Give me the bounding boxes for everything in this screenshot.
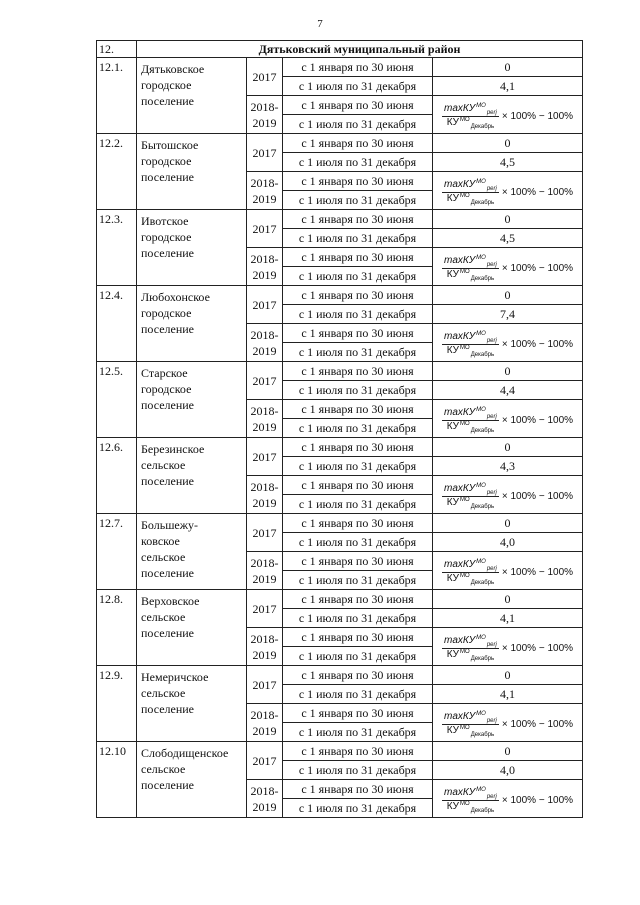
value-cell: 0 (433, 438, 583, 457)
formula-numerator: maxКУ$^{МО}_{perj}$ (443, 331, 497, 344)
formula-tail: × 100% − 100% (501, 110, 574, 122)
period-cell: с 1 июля по 31 декабря (283, 229, 433, 248)
period-cell: с 1 января по 30 июня (283, 324, 433, 343)
value-cell: 4,5 (433, 229, 583, 248)
page-number: 7 (317, 18, 323, 30)
section-title: Дятьковский муниципальный район (137, 41, 583, 58)
value-cell: 0 (433, 286, 583, 305)
period-cell: с 1 января по 30 июня (283, 666, 433, 685)
formula-fraction (442, 180, 499, 205)
period-cell: с 1 июля по 31 декабря (283, 647, 433, 666)
formula-cell (433, 704, 583, 742)
formula-numerator: maxКУ$^{МО}_{perj}$ (443, 635, 497, 648)
formula-tail: × 100% − 100% (501, 794, 574, 806)
row-number: 12.7. (97, 514, 137, 590)
table-row (97, 438, 583, 457)
formula-cell (433, 628, 583, 666)
formula-cell (433, 780, 583, 818)
row-number: 12.3. (97, 210, 137, 286)
year-2017: 2017 (247, 210, 283, 248)
value-cell: 4,0 (433, 533, 583, 552)
settlement-name: Дятьковское городское поселение (137, 58, 247, 134)
period-cell: с 1 июля по 31 декабря (283, 495, 433, 514)
settlement-name: Любохонское городское поселение (137, 286, 247, 362)
tariff-formula (442, 712, 573, 737)
table-row (97, 286, 583, 305)
formula-numerator: maxКУ$^{МО}_{perj}$ (443, 711, 497, 724)
period-cell: с 1 июля по 31 декабря (283, 191, 433, 210)
formula-tail: × 100% − 100% (501, 490, 574, 502)
period-cell: с 1 июля по 31 декабря (283, 305, 433, 324)
formula-denominator: $КУ^{МО}_{Декабрь}$ (446, 117, 495, 130)
formula-tail: × 100% − 100% (501, 718, 574, 730)
period-cell: с 1 января по 30 июня (283, 780, 433, 799)
formula-numerator: maxКУ$^{МО}_{perj}$ (443, 179, 497, 192)
period-cell: с 1 января по 30 июня (283, 476, 433, 495)
period-cell: с 1 января по 30 июня (283, 628, 433, 647)
year-2017: 2017 (247, 362, 283, 400)
tariff-formula (442, 484, 573, 509)
period-cell: с 1 июля по 31 декабря (283, 343, 433, 362)
period-cell: с 1 января по 30 июня (283, 134, 433, 153)
settlement-name: Старское городское поселение (137, 362, 247, 438)
tariff-formula (442, 256, 573, 281)
formula-denominator: $КУ^{МО}_{Декабрь}$ (446, 725, 495, 738)
value-cell: 0 (433, 362, 583, 381)
formula-cell (433, 324, 583, 362)
settlement-name: Ивотское городское поселение (137, 210, 247, 286)
period-cell: с 1 июля по 31 декабря (283, 799, 433, 818)
formula-tail: × 100% − 100% (501, 186, 574, 198)
period-cell: с 1 января по 30 июня (283, 58, 433, 77)
value-cell: 0 (433, 666, 583, 685)
period-cell: с 1 июля по 31 декабря (283, 609, 433, 628)
period-cell: с 1 июля по 31 декабря (283, 723, 433, 742)
tariff-formula (442, 788, 573, 813)
tariff-formula (442, 636, 573, 661)
year-2018-2019: 2018- 2019 (247, 248, 283, 286)
table-row (97, 666, 583, 685)
tariff-table (96, 40, 583, 818)
formula-denominator: $КУ^{МО}_{Декабрь}$ (446, 421, 495, 434)
formula-cell (433, 476, 583, 514)
tariff-formula (442, 104, 573, 129)
row-number: 12.10 (97, 742, 137, 818)
formula-cell (433, 400, 583, 438)
formula-numerator: maxКУ$^{МО}_{perj}$ (443, 483, 497, 496)
formula-denominator: $КУ^{МО}_{Декабрь}$ (446, 573, 495, 586)
year-2018-2019: 2018- 2019 (247, 628, 283, 666)
tariff-formula (442, 180, 573, 205)
formula-tail: × 100% − 100% (501, 262, 574, 274)
period-cell: с 1 июля по 31 декабря (283, 685, 433, 704)
formula-numerator: maxКУ$^{МО}_{perj}$ (443, 255, 497, 268)
period-cell: с 1 января по 30 июня (283, 362, 433, 381)
value-cell: 4,1 (433, 77, 583, 96)
value-cell: 4,1 (433, 685, 583, 704)
settlement-name: Верховское сельское поселение (137, 590, 247, 666)
period-cell: с 1 июля по 31 декабря (283, 267, 433, 286)
formula-tail: × 100% − 100% (501, 414, 574, 426)
formula-cell (433, 552, 583, 590)
period-cell: с 1 июля по 31 декабря (283, 761, 433, 780)
period-cell: с 1 июля по 31 декабря (283, 115, 433, 134)
table-row (97, 210, 583, 229)
settlement-name: Слободищенское сельское поселение (137, 742, 247, 818)
settlement-name: Немеричское сельское поселение (137, 666, 247, 742)
value-cell: 0 (433, 742, 583, 761)
formula-numerator: maxКУ$^{МО}_{perj}$ (443, 559, 497, 572)
year-2017: 2017 (247, 58, 283, 96)
formula-numerator: maxКУ$^{МО}_{perj}$ (443, 787, 497, 800)
period-cell: с 1 января по 30 июня (283, 514, 433, 533)
year-2018-2019: 2018- 2019 (247, 324, 283, 362)
tariff-formula (442, 408, 573, 433)
formula-numerator: maxКУ$^{МО}_{perj}$ (443, 103, 497, 116)
value-cell: 4,1 (433, 609, 583, 628)
period-cell: с 1 января по 30 июня (283, 590, 433, 609)
table-row (97, 58, 583, 77)
formula-fraction (442, 256, 499, 281)
formula-cell (433, 248, 583, 286)
table-row (97, 134, 583, 153)
settlement-name: Березинское сельское поселение (137, 438, 247, 514)
value-cell: 0 (433, 134, 583, 153)
year-2018-2019: 2018- 2019 (247, 172, 283, 210)
period-cell: с 1 июля по 31 декабря (283, 533, 433, 552)
row-number: 12.6. (97, 438, 137, 514)
formula-fraction (442, 484, 499, 509)
period-cell: с 1 января по 30 июня (283, 96, 433, 115)
formula-denominator: $КУ^{МО}_{Декабрь}$ (446, 649, 495, 662)
value-cell: 4,5 (433, 153, 583, 172)
period-cell: с 1 января по 30 июня (283, 172, 433, 191)
year-2017: 2017 (247, 286, 283, 324)
formula-numerator: maxКУ$^{МО}_{perj}$ (443, 407, 497, 420)
year-2017: 2017 (247, 742, 283, 780)
formula-denominator: $КУ^{МО}_{Декабрь}$ (446, 193, 495, 206)
value-cell: 4,4 (433, 381, 583, 400)
value-cell: 0 (433, 514, 583, 533)
period-cell: с 1 января по 30 июня (283, 552, 433, 571)
period-cell: с 1 июля по 31 декабря (283, 77, 433, 96)
section-header-row (97, 41, 583, 58)
formula-tail: × 100% − 100% (501, 566, 574, 578)
year-2018-2019: 2018- 2019 (247, 476, 283, 514)
formula-cell (433, 172, 583, 210)
tariff-formula (442, 560, 573, 585)
period-cell: с 1 июля по 31 декабря (283, 419, 433, 438)
period-cell: с 1 июля по 31 декабря (283, 153, 433, 172)
value-cell: 0 (433, 590, 583, 609)
formula-denominator: $КУ^{МО}_{Декабрь}$ (446, 801, 495, 814)
year-2018-2019: 2018- 2019 (247, 780, 283, 818)
row-number: 12.9. (97, 666, 137, 742)
table-row (97, 590, 583, 609)
formula-cell (433, 96, 583, 134)
row-number: 12.1. (97, 58, 137, 134)
formula-denominator: $КУ^{МО}_{Декабрь}$ (446, 345, 495, 358)
formula-fraction (442, 636, 499, 661)
value-cell: 4,0 (433, 761, 583, 780)
formula-fraction (442, 788, 499, 813)
formula-fraction (442, 560, 499, 585)
settlement-name: Большежу- ковское сельское поселение (137, 514, 247, 590)
year-2018-2019: 2018- 2019 (247, 96, 283, 134)
period-cell: с 1 января по 30 июня (283, 400, 433, 419)
period-cell: с 1 июля по 31 декабря (283, 571, 433, 590)
table-row (97, 514, 583, 533)
settlement-name: Бытошское городское поселение (137, 134, 247, 210)
value-cell: 7,4 (433, 305, 583, 324)
value-cell: 4,3 (433, 457, 583, 476)
year-2017: 2017 (247, 134, 283, 172)
row-number: 12.5. (97, 362, 137, 438)
formula-denominator: $КУ^{МО}_{Декабрь}$ (446, 497, 495, 510)
formula-tail: × 100% − 100% (501, 642, 574, 654)
formula-denominator: $КУ^{МО}_{Декабрь}$ (446, 269, 495, 282)
period-cell: с 1 января по 30 июня (283, 704, 433, 723)
year-2017: 2017 (247, 514, 283, 552)
table-row (97, 742, 583, 761)
formula-fraction (442, 332, 499, 357)
period-cell: с 1 января по 30 июня (283, 286, 433, 305)
value-cell: 0 (433, 58, 583, 77)
period-cell: с 1 января по 30 июня (283, 742, 433, 761)
period-cell: с 1 января по 30 июня (283, 438, 433, 457)
period-cell: с 1 июля по 31 декабря (283, 381, 433, 400)
period-cell: с 1 января по 30 июня (283, 210, 433, 229)
formula-fraction (442, 408, 499, 433)
year-2018-2019: 2018- 2019 (247, 552, 283, 590)
year-2017: 2017 (247, 590, 283, 628)
formula-fraction (442, 104, 499, 129)
period-cell: с 1 января по 30 июня (283, 248, 433, 267)
tariff-formula (442, 332, 573, 357)
year-2018-2019: 2018- 2019 (247, 704, 283, 742)
row-number: 12.4. (97, 286, 137, 362)
row-number: 12.8. (97, 590, 137, 666)
year-2017: 2017 (247, 666, 283, 704)
section-number: 12. (97, 41, 137, 58)
value-cell: 0 (433, 210, 583, 229)
formula-tail: × 100% − 100% (501, 338, 574, 350)
table-row (97, 362, 583, 381)
period-cell: с 1 июля по 31 декабря (283, 457, 433, 476)
row-number: 12.2. (97, 134, 137, 210)
year-2018-2019: 2018- 2019 (247, 400, 283, 438)
year-2017: 2017 (247, 438, 283, 476)
formula-fraction (442, 712, 499, 737)
